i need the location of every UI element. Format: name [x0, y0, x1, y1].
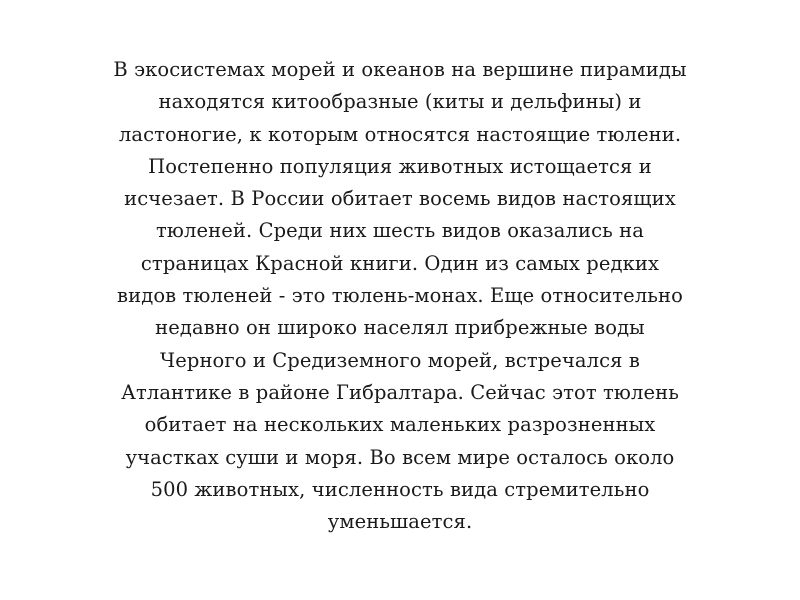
- text-line: тюленей. Среди них шесть видов оказались на: [156, 219, 644, 243]
- text-line: страницах Красной книги. Один из самых редких: [140, 251, 660, 275]
- body-text: [40, 54, 760, 538]
- text-line: исчезает. В России обитает восемь видов настоящих: [124, 187, 676, 211]
- text-line: находятся китообразные (киты и дельфины) и: [158, 90, 642, 114]
- text-line: В экосистемах морей и океанов на вершине пирамиды: [113, 58, 687, 81]
- text-line: Постепенно популяция животных истощается и: [148, 154, 652, 178]
- text-line: Черного и Средиземного морей, встречался в: [160, 348, 640, 372]
- text-line: 500 животных, численность вида стремительно: [150, 477, 650, 501]
- text-line: обитает на нескольких маленьких разрозненных: [144, 413, 656, 437]
- text-line: Атлантике в районе Гибралтара. Сейчас этот тюлень: [121, 380, 679, 404]
- text-line: ластоногие, к которым относятся настоящие тюлени.: [118, 122, 682, 146]
- text-line: недавно он широко населял прибрежные воды: [155, 316, 645, 340]
- text-line: уменьшается.: [327, 510, 473, 534]
- text-line: видов тюленей - это тюлень-монах. Еще относительно: [117, 284, 683, 308]
- text-line: участках суши и моря. Во всем мире осталось около: [125, 445, 675, 469]
